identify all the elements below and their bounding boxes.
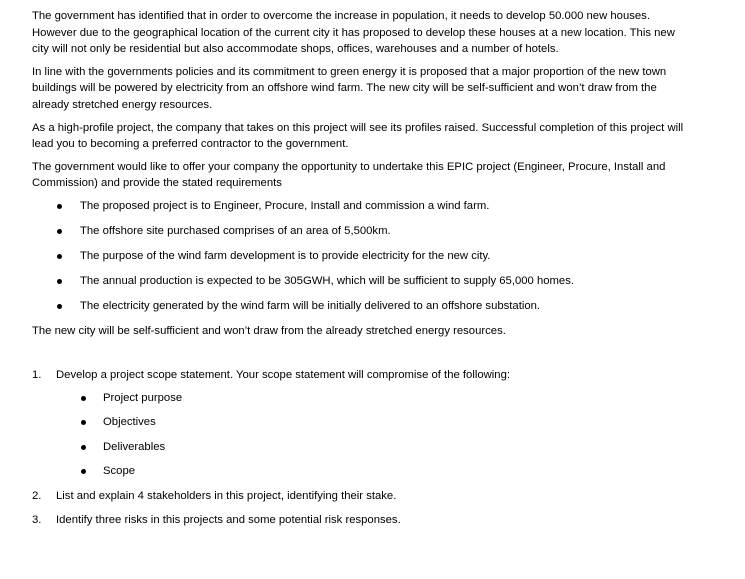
green-energy-paragraph: In line with the governments policies and its commitment to green energy it is proposed that a major proportion of the new town buildings will be powered by electricity from an offshore wind farm. The new city will be self-sufficient and won’t draw from the already stretched energy resources. xyxy=(32,65,667,111)
requirement-item: The annual production is expected to be 305GWH, which will be sufficient to supply 65,000 homes. xyxy=(32,273,692,290)
closing-paragraph: The new city will be self-sufficient and won’t draw from the already stretched energy resources. xyxy=(32,324,506,337)
scope-item: Scope xyxy=(56,463,692,480)
question-text: Identify three risks in this projects and some potential risk responses. xyxy=(56,513,401,526)
question-item xyxy=(32,512,692,529)
questions-list xyxy=(32,367,692,528)
requirement-item: The electricity generated by the wind farm will be initially delivered to an offshore substation. xyxy=(32,298,692,315)
question-text: Develop a project scope statement. Your scope statement will compromise of the following: xyxy=(56,369,510,382)
intro-paragraph: The government has identified that in order to overcome the increase in population, it needs to develop 50.000 new houses. However due to the geographical location of the current city it has proposed to develop these houses at a new location. This new city will not only be residential but also accommodate shops, offices, warehouses and a number of hotels. xyxy=(32,10,675,56)
scope-item: Deliverables xyxy=(56,439,692,456)
requirement-item: The offshore site purchased comprises of an area of 5,500km. xyxy=(32,223,692,240)
scope-item: Project purpose xyxy=(56,390,692,407)
question-number: 3. xyxy=(32,513,42,526)
high-profile-paragraph: As a high-profile project, the company that takes on this project will see its profiles raised. Successful completion of this project will lead you to becoming a preferred contractor to the government. xyxy=(32,121,684,151)
scope-items-list xyxy=(56,390,692,480)
question-item xyxy=(32,488,692,505)
question-number: 2. xyxy=(32,489,42,502)
scope-item: Objectives xyxy=(56,414,692,431)
requirement-item: The proposed project is to Engineer, Procure, Install and commission a wind farm. xyxy=(32,198,692,215)
question-item xyxy=(32,367,692,479)
question-number: 1. xyxy=(32,369,42,382)
question-text: List and explain 4 stakeholders in this project, identifying their stake. xyxy=(56,489,397,502)
requirement-item: The purpose of the wind farm development is to provide electricity for the new city. xyxy=(32,248,692,265)
requirements-list xyxy=(32,198,692,315)
offer-paragraph: The government would like to offer your company the opportunity to undertake this EPIC project (Engineer, Procure, Install and Commission) and provide the stated requirements xyxy=(32,160,666,190)
document-body xyxy=(32,8,692,536)
